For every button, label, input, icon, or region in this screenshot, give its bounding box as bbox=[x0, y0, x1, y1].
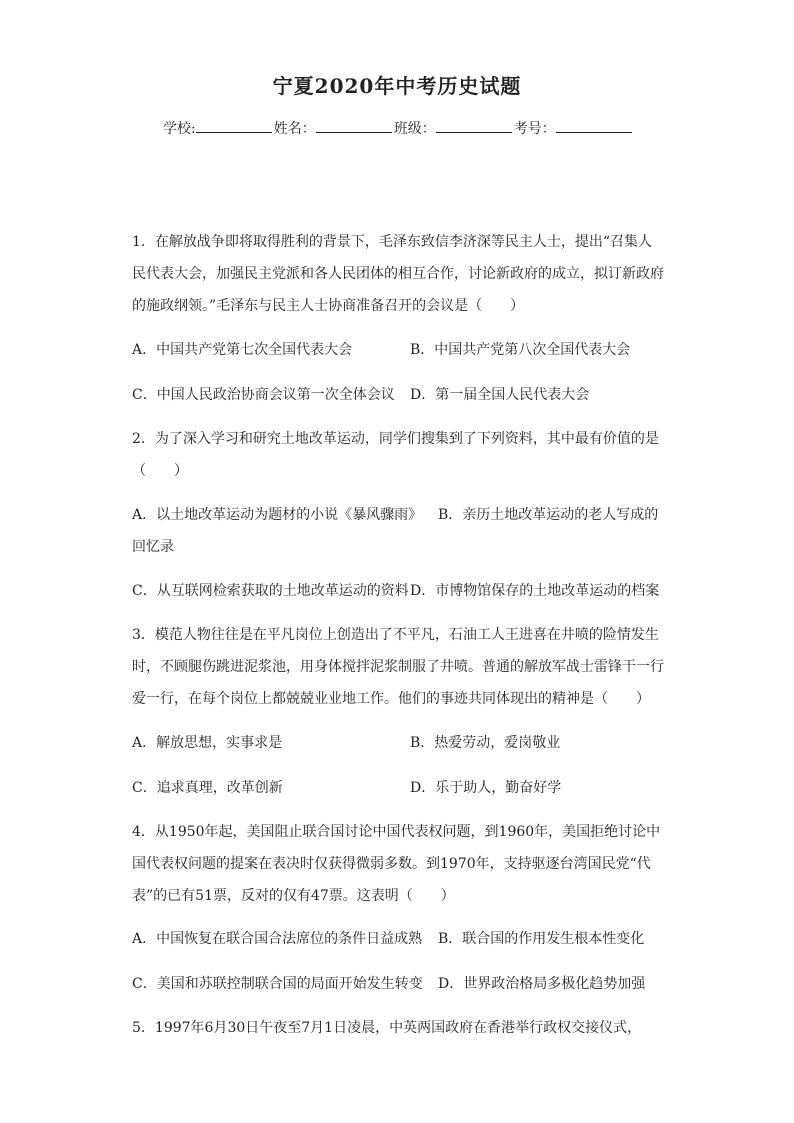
question-1-line-3: 的施政纲领。”毛泽东与民主人士协商准备召开的会议是（ ） bbox=[132, 298, 525, 314]
question-3-option-a[interactable]: A．解放思想，实事求是 bbox=[132, 735, 283, 751]
question-3-option-c[interactable]: C．追求真理，改革创新 bbox=[132, 780, 283, 796]
exam-no-label: 考号： bbox=[513, 121, 556, 137]
question-1-option-b[interactable]: B．中国共产党第八次全国代表大会 bbox=[410, 342, 631, 358]
question-1-option-d[interactable]: D．第一届全国人民代表大会 bbox=[410, 387, 590, 403]
question-5-line-1: 5．1997年6月30日午夜至7月1日凌晨，中英两国政府在香港举行政权交接仪式， bbox=[132, 1020, 642, 1036]
question-4-option-d[interactable]: D．世界政治格局多极化趋势加强 bbox=[438, 976, 646, 992]
question-2-option-d[interactable]: D．市博物馆保存的土地改革运动的档案 bbox=[410, 583, 660, 599]
name-blank[interactable] bbox=[316, 120, 392, 133]
school-blank[interactable] bbox=[196, 120, 272, 133]
question-4-option-b[interactable]: B．联合国的作用发生根本性变化 bbox=[438, 931, 645, 947]
question-3-line-1: 3．模范人物往往是在平凡岗位上创造出了不平凡，石油工人王进喜在井喷的险情发生 bbox=[132, 627, 659, 643]
question-1-line-2: 民代表大会，加强民主党派和各人民团体的相互合作，讨论新政府的成立，拟订新政府 bbox=[132, 266, 664, 282]
question-4-line-2: 国代表权问题的提案在表决时仅获得微弱多数。到1970年，支持驱逐台湾国民党“代 bbox=[132, 856, 651, 872]
question-4-line-3: 表”的已有51票，反对的仅有47票。这表明（ ） bbox=[132, 888, 455, 904]
question-4-option-a[interactable]: A．中国恢复在联合国合法席位的条件日益成熟 bbox=[132, 931, 423, 947]
question-2-line-1: 2．为了深入学习和研究土地改革运动，同学们搜集到了下列资料，其中最有价值的是 bbox=[132, 431, 659, 447]
question-1-option-c[interactable]: C．中国人民政治协商会议第一次全体会议 bbox=[132, 387, 395, 403]
question-2-option-a[interactable]: A．以土地改革运动为题材的小说《暴风骤雨》 bbox=[132, 507, 423, 523]
question-3-line-3: 爱一行，在每个岗位上都兢兢业业地工作。他们的事迹共同体现出的精神是（ ） bbox=[132, 691, 650, 707]
question-2-option-c[interactable]: C．从互联网检索获取的土地改革运动的资料 bbox=[132, 583, 409, 599]
class-blank[interactable] bbox=[436, 120, 512, 133]
page-title: 宁夏2020年中考历史试题 bbox=[272, 74, 522, 98]
question-2-line-2: （ ） bbox=[132, 463, 188, 479]
school-label: 学校: bbox=[163, 121, 196, 137]
student-info-row bbox=[163, 118, 634, 138]
class-label: 班级： bbox=[393, 121, 436, 137]
question-1-option-a[interactable]: A．中国共产党第七次全国代表大会 bbox=[132, 342, 353, 358]
exam-no-blank[interactable] bbox=[556, 120, 632, 133]
name-label: 姓名： bbox=[273, 121, 316, 137]
question-3-option-b[interactable]: B．热爱劳动，爱岗敬业 bbox=[410, 735, 561, 751]
question-4-line-1: 4．从1950年起，美国阻止联合国讨论中国代表权问题，到1960年，美国拒绝讨论中 bbox=[132, 824, 661, 840]
question-3-line-2: 时，不顾腿伤跳进泥浆池，用身体搅拌泥浆制服了井喷。普通的解放军战士雷锋干一行 bbox=[132, 659, 664, 675]
question-2-option-b-continued: 回忆录 bbox=[132, 539, 174, 555]
question-2-option-b[interactable]: B．亲历土地改革运动的老人写成的 bbox=[438, 507, 659, 523]
question-1-line-1: 1．在解放战争即将取得胜利的背景下，毛泽东致信李济深等民主人士，提出“召集人 bbox=[132, 234, 653, 250]
question-3-option-d[interactable]: D．乐于助人，勤奋好学 bbox=[410, 780, 562, 796]
question-4-option-c[interactable]: C．美国和苏联控制联合国的局面开始发生转变 bbox=[132, 976, 423, 992]
